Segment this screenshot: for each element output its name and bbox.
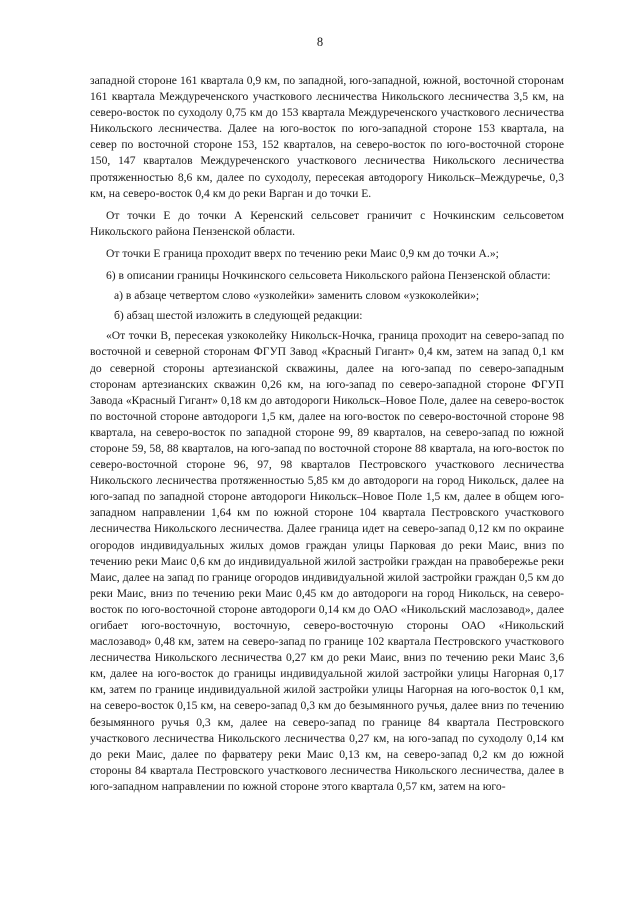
page-number: 8 — [316, 35, 324, 49]
paragraph-item-a: а) в абзаце четвертом слово «узколейки» заменить словом «узкоколейки»; — [114, 289, 480, 303]
paragraph-kerensky-border: От точки Е до точки А Керенский сельсовет граничит с Ночкинским сельсоветом Никольского района Пензенской области. — [90, 208, 564, 238]
paragraph-item-6: 6) в описании границы Ночкинского сельсовета Никольского района Пензенской области: — [106, 269, 551, 283]
paragraph-quote-point-v: «От точки В, пересекая узкоколейку Никольск-Ночка, граница проходит на северо-запад по восточной и северной сторонам ФГУП Завод «Красный Гигант» 0,4 км, затем на запад 0,1 км до северной стороны артезианской скважины, далее на юго-запад по северо-западным сторонам артезианских скважин 0,26 км, на юго-запад по северо-западной стороне ФГУП Завода «Красный Гигант» 0,18 км до автодороги Никольск–Новое Поле, далее на северо-восток по восточной стороне автодороги 1,5 км, далее на юго-восток по северо-восточной стороне 98 квартала, на северо-восток по западной стороне 99, 89 кварталов, на северо-запад по южной стороне 59, 58, 88 кварталов, на юго-запад по восточной стороне 88 квартала, на юго-восток по северо-восточной стороне 96, 97, 98 кварталов Пестровского участкового лесничества Никольского лесничества протяженностью 5,85 км до автодороги на город Никольск, далее на юго-запад по западной стороне автодороги Никольск–Новое Поле 1,5 км, далее в общем юго-западном направлении 1,64 км по южной стороне 104 квартала Пестровского участкового лесничества Никольского лесничества. Далее граница идет на северо-запад 0,12 км по окраине огородов индивидуальных жилых домов граждан улицы Парковая до реки Маис, вниз по течению реки Маис 0,6 км до индивидуальной жилой застройки граждан на правобережье реки Маис, далее на запад по границе огородов индивидуальной жилой застройки граждан 0,5 км до реки Маис, вниз по течению реки Маис 0,45 км до автодороги на город Никольск, на северо-восток по юго-восточной стороне автодороги 0,14 км до ОАО «Никольский маслозавод», далее огибает юго-восточную, восточную, северо-восточную стороны ОАО «Никольский маслозавод» 0,48 км, затем на северо-запад по границе 102 квартала Пестровского участкового лесничества Никольского лесничества 0,27 км до реки Маис, вниз по течению реки Маис 3,6 км, далее на юго-восток до границы индивидуальной жилой застройки улицы Нагорная 0,17 км, затем по границе индивидуальной жилой застройки улицы Нагорная на юго-восток 0,1 км, на северо-восток 0,15 км, на северо-запад 0,3 км до безымянного ручья, далее вниз по течению безымянного ручья 0,3 км, далее на северо-запад по границе 84 квартала Пестровского участкового лесничества Никольского лесничества 0,27 км, на юго-запад по суходолу 0,14 км до реки Маис, далее по фарватеру реки Маис 0,13 км, на северо-запад 0,2 км до южной стороны 84 квартала Пестровского участкового лесничества Никольского лесничества, далее в юго-западном направлении по южной стороне этого квартала 0,57 км, затем на юго- — [90, 329, 564, 793]
document-body — [90, 73, 564, 801]
paragraph-point-e: От точки Е граница проходит вверх по течению реки Маис 0,9 км до точки А.»; — [106, 246, 499, 260]
paragraph-continuation: западной стороне 161 квартала 0,9 км, по западной, юго-западной, южной, восточной сторонам 161 квартала Междуреченского участкового лесничества Никольского лесничества 3,5 км, на северо-восток по суходолу 0,75 км до 153 квартала Междуреченского участкового лесничества Никольского лесничества. Далее на юго-восток по юго-западной стороне 153 квартала, на север по восточной стороне 153, 152 кварталов, на северо-восток по юго-восточной стороне 150, 147 кварталов Междуреченского участкового лесничества Никольского лесничества протяженностью 8,6 км, далее по суходолу, пересекая автодорогу Никольск–Междуречье, 0,3 км, на северо-восток 0,4 км до реки Варган и до точки Е. — [90, 74, 564, 200]
paragraph-item-b: б) абзац шестой изложить в следующей редакции: — [114, 309, 363, 323]
